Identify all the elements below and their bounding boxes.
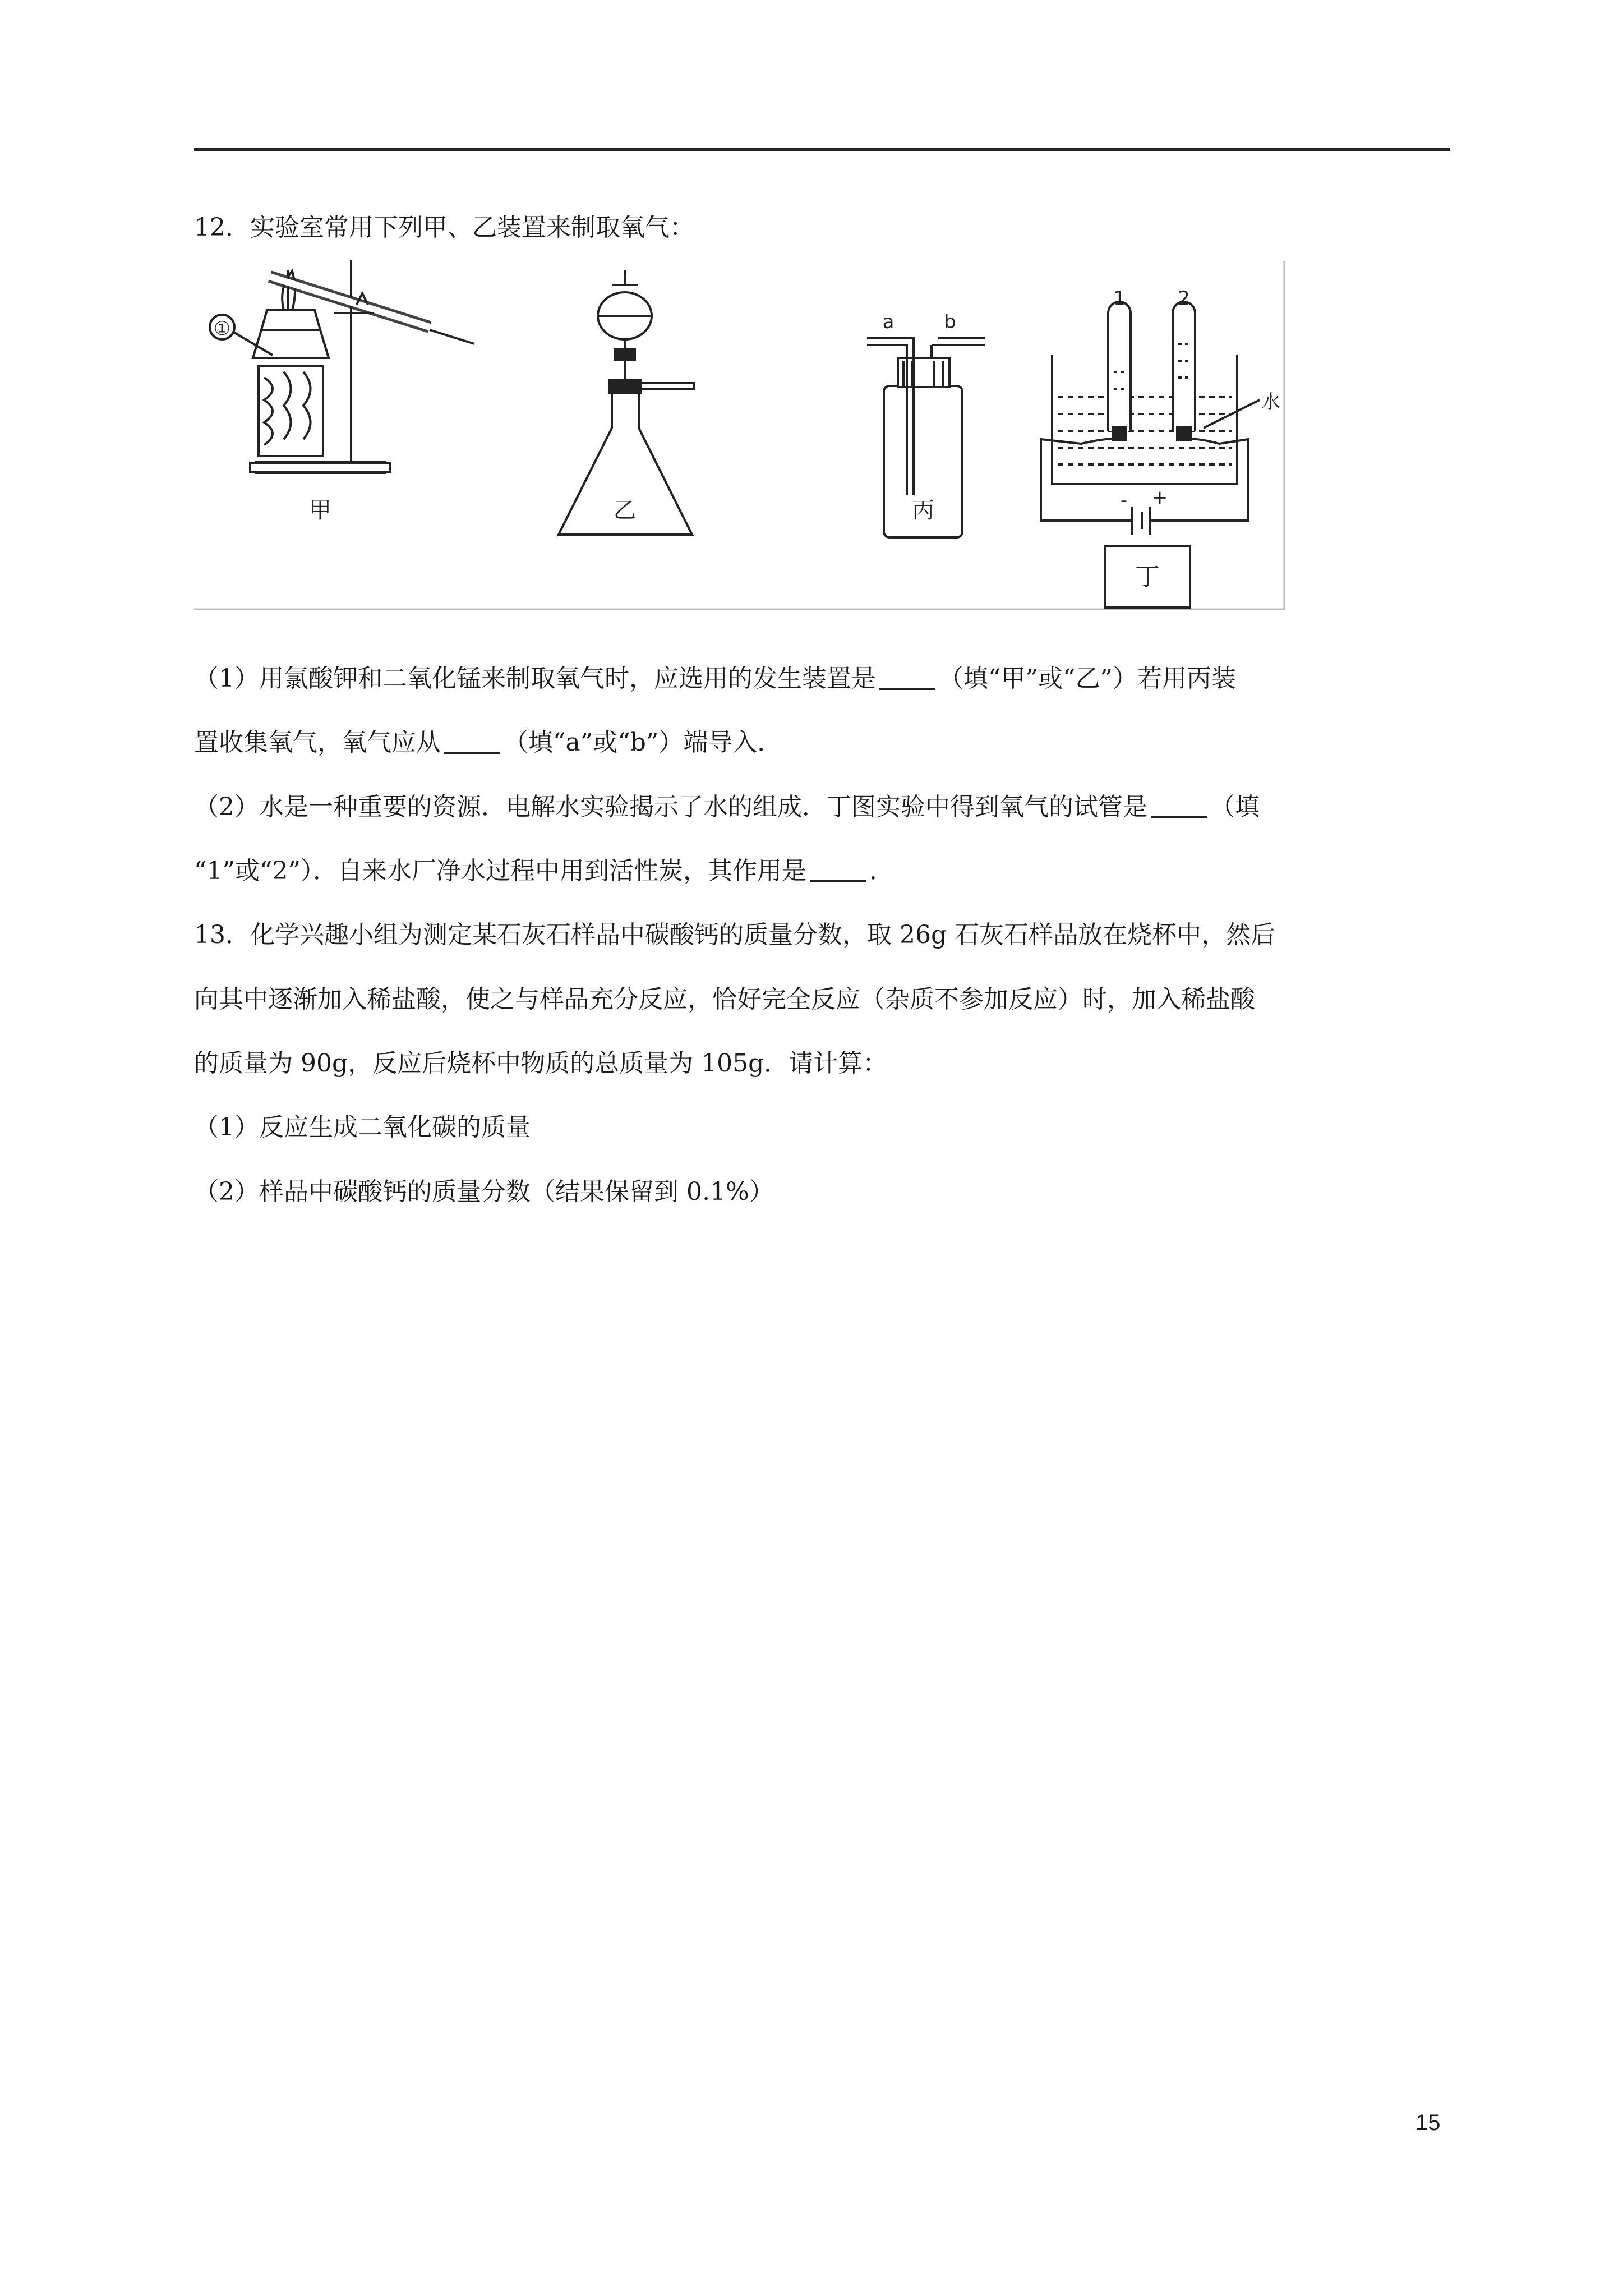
answer-blank[interactable] [810,855,866,882]
q12-apparatus-figure [194,260,1287,610]
q12-part1-text-a: （1）用氯酸钾和二氧化锰来制取氧气时，应选用的发生装置是 [194,664,876,693]
q12-part1-text-c: 置收集氧气，氧气应从 [194,728,441,757]
q12-part2-line2 [194,854,894,888]
label-minus: - [1120,489,1128,512]
label-tube-1: 1 [1113,287,1126,310]
header-rule [194,148,1450,151]
q13-sub1: （1）反应生成二氧化碳的质量 [194,1113,531,1142]
q13-sub2: （2）样品中碳酸钙的质量分数（结果保留到 0.1%） [194,1177,774,1206]
q12-part1-line2 [194,726,782,760]
answer-blank[interactable] [1151,792,1207,818]
q12-part1-text-b: （填“甲”或“乙”）若用丙装 [939,664,1236,693]
label-b: b [944,311,956,333]
label-ding: 丁 [1135,563,1160,591]
label-plus: + [1151,486,1168,509]
page-number: 15 [1415,2110,1441,2135]
label-yi: 乙 [614,498,636,523]
apparatus-diagram [194,260,1287,610]
q12-part2-text-d: ． [869,857,894,885]
q12-part2-text-c: “1”或“2”）．自来水厂净水过程中用到活性炭，其作用是 [194,857,806,885]
label-water: 水 [1261,391,1280,413]
answer-blank[interactable] [444,727,500,754]
label-jia: 甲 [309,498,331,523]
q13-line3: 的质量为 90g，反应后烧杯中物质的总质量为 105g．请计算： [194,1049,888,1078]
q12-part1-line1 [194,662,1236,696]
apparatus-yi [559,270,694,535]
q13-line2: 向其中逐渐加入稀盐酸，使之与样品充分反应，恰好完全反应（杂质不参加反应）时，加入稀盐酸 [194,985,1255,1014]
q12-part1-text-d: （填“a”或“b”）端导入． [504,728,782,757]
label-a: a [882,311,895,333]
q12-part2-text-b: （填 [1210,793,1260,821]
q12-part2-line1 [194,790,1260,824]
label-circle-1: ① [213,318,231,340]
q12-intro: 12．实验室常用下列甲、乙装置来制取氧气： [194,213,694,242]
q12-part2-text-a: （2）水是一种重要的资源．电解水实验揭示了水的组成．丁图实验中得到氧气的试管是 [194,793,1147,821]
label-bing: 丙 [912,498,934,523]
apparatus-jia [210,260,474,473]
apparatus-ding [1041,302,1260,608]
answer-blank[interactable] [879,663,935,690]
label-tube-2: 2 [1178,287,1190,310]
q13-line1: 13．化学兴趣小组为测定某石灰石样品中碳酸钙的质量分数，取 26g 石灰石样品放在烧杯中，然后 [194,921,1276,949]
